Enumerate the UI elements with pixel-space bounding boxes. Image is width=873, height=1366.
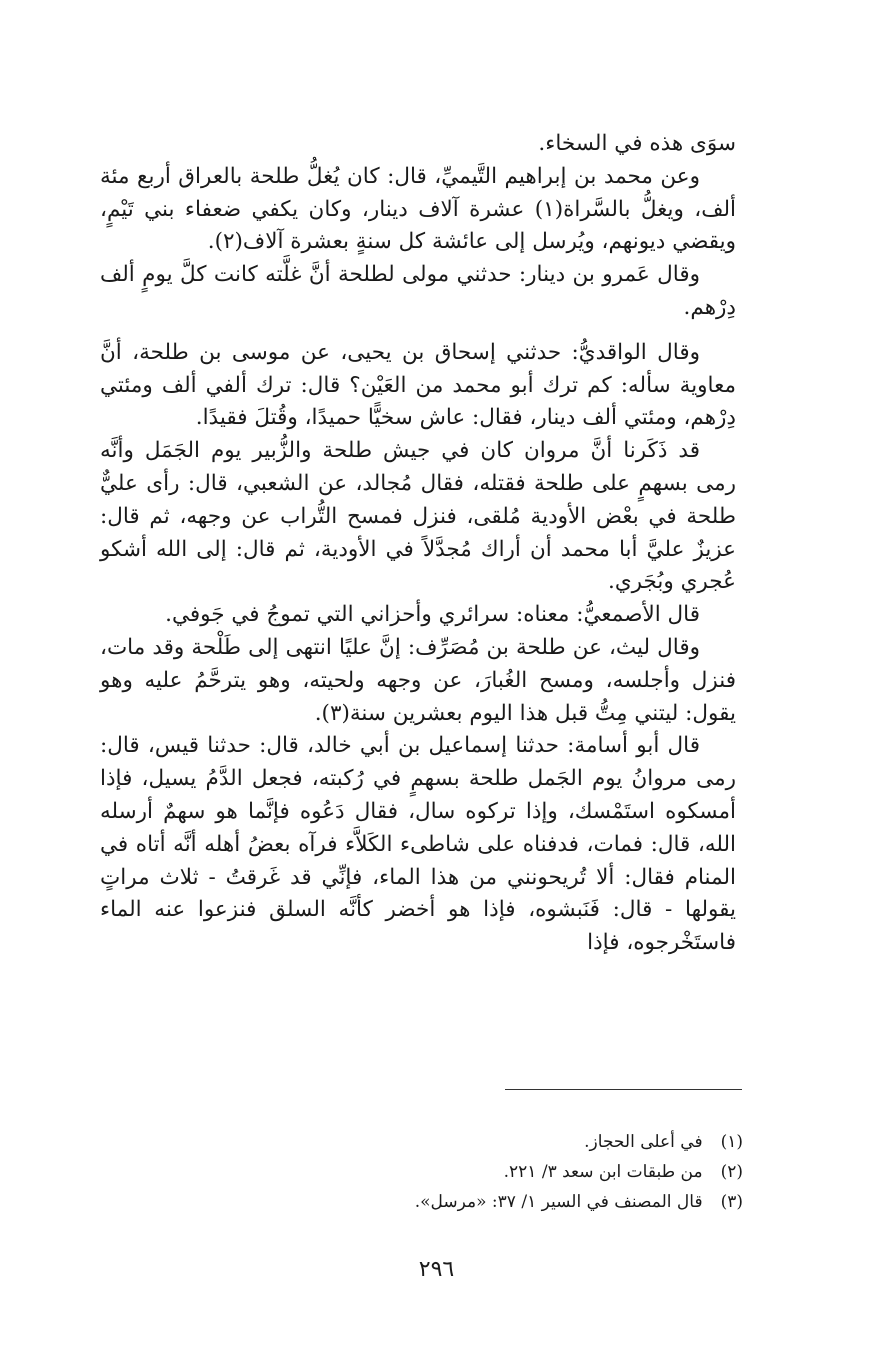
footnote-text: في أعلى الحجاز. [584,1132,703,1152]
paragraph: قد ذَكَرنا أنَّ مروان كان في جيش طلحة والزُّبير يوم الجَمَل وأنَّه رمى بسهمٍ على طلحة فقتله، فقال مُجالد، عن الشعبي، قال: رأى عليٌّ طلحة في بعْض الأودية مُلقى، فنزل فمسح التُّراب عن وجهه، ثم قال: عزيزٌ عليَّ أبا محمد أن أراك مُجدَّلاً في الأودية، ثم قال: إلى الله أشكو عُجري وبُجَري. [100,438,736,595]
page-number: ٢٩٦ [418,1257,455,1282]
footnote-text: من طبقات ابن سعد ٣/ ٢٢١. [503,1162,703,1182]
footnote-separator [505,1089,742,1090]
paragraph: قال الأصمعيُّ: معناه: سرائري وأحزاني التي تموجُ في جَوفي. [165,602,700,628]
footnote-text: قال المصنف في السير ١/ ٣٧: «مرسل». [414,1192,703,1212]
paragraph: وقال ليث، عن طلحة بن مُصَرِّف: إنَّ عليًا انتهى إلى طَلْحة وقد مات، فنزل وأجلسه، ومسح الغُبارَ، عن وجهه ولحيته، وهو يترحَّمُ عليه وهو يقول: ليتني مِتُّ قبل هذا اليوم بعشرين سنة(٣). [100,634,736,726]
footnote-number: (٣) [720,1192,743,1212]
paragraph: قال أبو أسامة: حدثنا إسماعيل بن أبي خالد، قال: حدثنا قيس، قال: رمى مروانُ يوم الجَمل طلحة بسهمٍ في رُكبته، فجعل الدَّمُ يسيل، فإذا أمسكوه استَمْسك، وإذا تركوه سال، فقال دَعُوه فإنَّما هو سهمٌ أرسله الله، قال: فمات، فدفناه على شاطىء الكَلاَّء فرآه بعضُ أهله أنَّه أتاه في المنام فقال: ألا تُريحونني من هذا الماء، فإنِّي قد غَرقتُ - ثلاث مراتٍ يقولها - قال: فَنَبشوه، فإذا هو أخضر كأنَّه السلق فنزعوا عنه الماء فاستَخْرجوه، فإذا [100,733,736,956]
footnote [183,1187,743,1217]
footnotes [183,1127,743,1217]
main-text [100,128,736,960]
paragraph: سوَى هذه في السخاء. [538,131,736,156]
footnote [183,1127,743,1157]
paragraph: وقال الواقديُّ: حدثني إسحاق بن يحيى، عن موسى بن طلحة، أنَّ معاوية سأله: كم ترك أبو محمد من العَيْن؟ قال: ترك ألفي ألف ومئتي دِرْهم، ومئتي ألف دينار، فقال: عاش سخيًّا حميدًا، وقُتلَ فقيدًا. [100,339,736,431]
footnote [183,1157,743,1187]
footnote-number: (١) [720,1132,743,1152]
paragraph: وقال عَمرو بن دينار: حدثني مولى لطلحة أنَّ غلَّته كانت كلَّ يومٍ ألف دِرْهم. [100,262,736,320]
paragraph: وعن محمد بن إبراهيم التَّيميِّ، قال: كان يُغلُّ طلحة بالعراق أربع مئة ألف، ويغلُّ بالسَّراة(١) عشرة آلاف دينار، وكان يكفي ضعفاء بني تَيْمٍ، ويقضي ديونهم، ويُرسل إلى عائشة كل سنةٍ بعشرة آلاف(٢). [100,163,736,255]
footnote-number: (٢) [720,1162,743,1182]
